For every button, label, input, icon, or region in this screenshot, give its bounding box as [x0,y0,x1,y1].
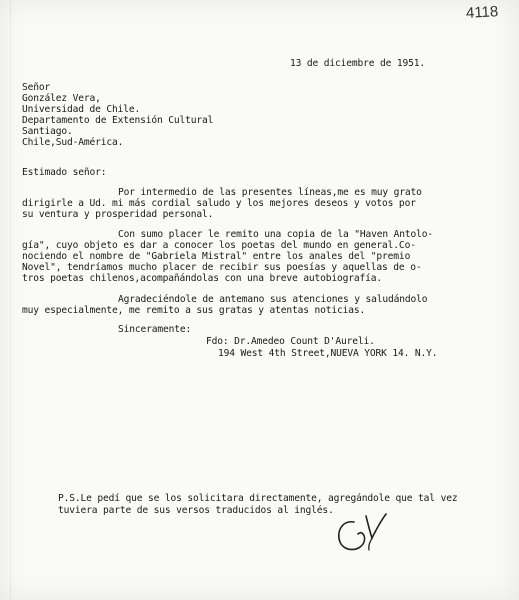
body-line: Por intermedio de las presentes líneas,me es muy grato [118,187,422,198]
body-line: nociendo el nombre de "Gabriela Mistral" entre los anales del "premio [22,251,411,262]
body-line: Con sumo placer le remito una copia de la "Haven Antolo- [118,229,434,240]
recipient-line: Santiago. [22,126,73,137]
body-line: Agradeciéndole de antemano sus atenciones y saludándolo [118,294,428,305]
recipient-line: Chile,Sud-América. [22,137,124,148]
recipient-line: Señor [22,82,51,93]
closing: Sinceramente: [118,324,192,335]
body-line: Novel", tendríamos mucho placer de recibir sus poesías y aquellas de o- [22,262,422,273]
signatory: Fdo: Dr.Amedeo Count D'Aureli. [206,336,375,347]
postscript-line: tuviera parte de sus versos traducidos al inglés. [58,505,334,516]
body-line: gía", cuyo objeto es dar a conocer los poetas del mundo en general.Co- [22,240,416,251]
body-line: tros poetas chilenos,acompañándolas con una breve autobiografía. [22,273,383,284]
archive-number: 4118 [465,3,499,22]
postscript-line: P.S.Le pedí que se los solicitara directamente, agregándole que tal vez [58,493,458,504]
recipient-line: Universidad de Chile. [22,104,141,115]
salutation: Estimado señor: [22,167,107,178]
recipient-line: Departamento de Extensión Cultural [22,115,214,126]
sender-address: 194 West 4th Street,NUEVA YORK 14. N.Y. [218,348,438,359]
recipient-line: González Vera, [22,93,101,104]
body-line: muy especialmente, me remito a sus gratas y atentas noticias. [22,305,366,316]
handwritten-signature [332,508,392,558]
letter-date: 13 de diciembre de 1951. [290,58,426,69]
body-line: su ventura y prosperidad personal. [22,209,214,220]
page-edge-shadow [10,0,11,600]
body-line: dirigirle a Ud. mi más cordial saludo y los mejores deseos y votos por [22,198,416,209]
